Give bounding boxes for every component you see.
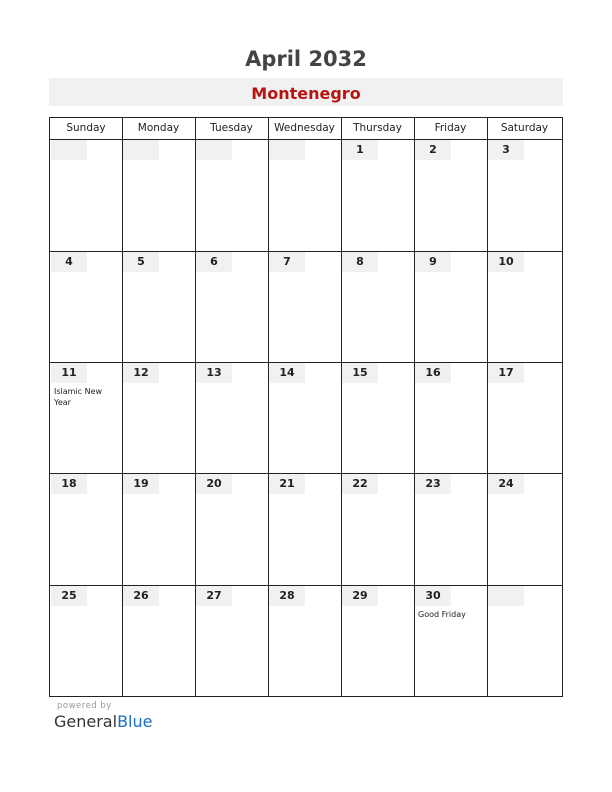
- day-cell: [269, 363, 305, 383]
- weekday-header-monday: Monday: [137, 122, 180, 134]
- weekday-header-sunday: Sunday: [66, 122, 106, 134]
- weekday-header-thursday: Thursday: [353, 122, 402, 134]
- weekday-header-saturday: Saturday: [500, 122, 549, 134]
- day-number: [123, 140, 159, 160]
- day-cell: [269, 252, 305, 272]
- day-cell: [342, 586, 378, 606]
- empty-day-cell: [123, 140, 159, 160]
- day-number: 19: [133, 477, 149, 490]
- day-number: 4: [65, 255, 73, 268]
- day-number: 1: [356, 143, 364, 156]
- day-number: 30: [425, 589, 441, 602]
- day-number: 22: [352, 477, 368, 490]
- brand-general: General: [54, 712, 118, 731]
- day-cell: [51, 474, 87, 494]
- day-number: [196, 140, 232, 160]
- day-number: 13: [206, 366, 222, 379]
- column-divider: [268, 118, 269, 696]
- day-number: [269, 140, 305, 160]
- calendar-title: April 2032: [245, 47, 367, 71]
- day-cell: [269, 474, 305, 494]
- day-cell: [488, 363, 524, 383]
- day-cell: [196, 252, 232, 272]
- calendar-grid: [49, 117, 563, 697]
- holiday-label: Islamic New Year: [54, 387, 103, 407]
- day-cell: [488, 474, 524, 494]
- day-number: 14: [279, 366, 295, 379]
- day-cell: [342, 363, 378, 383]
- day-cell: [123, 252, 159, 272]
- weekday-header-row: [50, 118, 562, 140]
- day-number: 17: [498, 366, 514, 379]
- day-cell: [342, 252, 378, 272]
- day-cell: [196, 586, 232, 606]
- day-cell: [123, 586, 159, 606]
- day-number: 26: [133, 589, 149, 602]
- day-number: 8: [356, 255, 364, 268]
- day-cell: [488, 252, 524, 272]
- day-cell: [342, 140, 378, 160]
- country-banner: [49, 78, 563, 106]
- day-cell: [196, 474, 232, 494]
- empty-day-cell: [51, 140, 87, 160]
- day-number: 2: [429, 143, 437, 156]
- day-cell: [415, 140, 451, 160]
- day-number: 12: [133, 366, 149, 379]
- column-divider: [487, 118, 488, 696]
- day-cell: [342, 474, 378, 494]
- day-number: 6: [210, 255, 218, 268]
- day-number: 29: [352, 589, 368, 602]
- day-number: 20: [206, 477, 222, 490]
- country-name: Montenegro: [251, 84, 361, 103]
- day-cell: [415, 363, 451, 383]
- day-number: [488, 586, 524, 606]
- day-number: 24: [498, 477, 514, 490]
- day-cell: [51, 363, 87, 383]
- day-cell: [51, 252, 87, 272]
- day-number: 16: [425, 366, 441, 379]
- day-cell: [123, 363, 159, 383]
- day-number: 18: [61, 477, 77, 490]
- day-number: 5: [137, 255, 145, 268]
- day-cell: [415, 252, 451, 272]
- day-cell: [196, 363, 232, 383]
- empty-day-cell: [269, 140, 305, 160]
- weekday-header-friday: Friday: [434, 122, 467, 134]
- empty-day-cell: [196, 140, 232, 160]
- brand-blue: Blue: [117, 712, 153, 731]
- day-cell: [415, 586, 451, 606]
- day-cell: [488, 140, 524, 160]
- day-number: 3: [502, 143, 510, 156]
- day-number: 9: [429, 255, 437, 268]
- column-divider: [414, 118, 415, 696]
- day-cell: [51, 586, 87, 606]
- day-number: 15: [352, 366, 368, 379]
- weekday-header-tuesday: Tuesday: [210, 122, 253, 134]
- day-number: 25: [61, 589, 77, 602]
- day-number: 28: [279, 589, 295, 602]
- day-number: 7: [283, 255, 291, 268]
- day-number: 23: [425, 477, 441, 490]
- column-divider: [195, 118, 196, 696]
- day-cell: [269, 586, 305, 606]
- day-number: [51, 140, 87, 160]
- column-divider: [341, 118, 342, 696]
- column-divider: [122, 118, 123, 696]
- empty-day-cell: [488, 586, 524, 606]
- day-cell: [123, 474, 159, 494]
- weekday-header-wednesday: Wednesday: [274, 122, 335, 134]
- generalblue-logo[interactable]: [54, 712, 152, 731]
- day-number: 27: [206, 589, 222, 602]
- day-cell: [415, 474, 451, 494]
- holiday-label: Good Friday: [418, 610, 466, 619]
- day-number: 21: [279, 477, 295, 490]
- day-number: 11: [61, 366, 77, 379]
- day-number: 10: [498, 255, 514, 268]
- powered-by-text: powered by: [57, 701, 112, 711]
